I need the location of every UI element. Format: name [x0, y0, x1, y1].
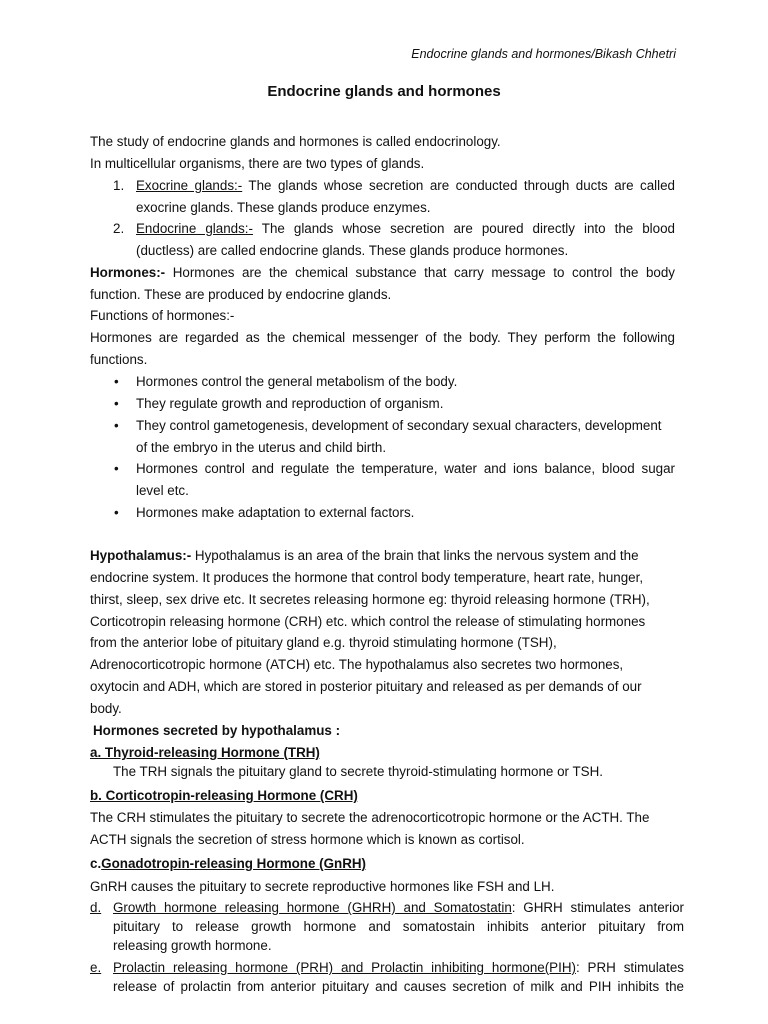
endocrine-line-2: (ductless) are called endocrine glands. These glands produce hormones.: [136, 243, 569, 258]
hormones-def-line-2: function. These are produced by endocrine glands.: [90, 287, 392, 302]
function-item-1: Hormones control the general metabolism of the body.: [136, 374, 458, 389]
trh-heading: a. Thyroid-releasing Hormone (TRH): [90, 745, 320, 760]
intro-line-1: The study of endocrine glands and hormones is called endocrinology.: [90, 134, 501, 149]
hypothalamus-line-5: from the anterior lobe of pituitary gland e.g. thyroid stimulating hormone (TSH),: [90, 635, 557, 650]
function-item-4a: Hormones control and regulate the temperature, water and ions balance, blood sugar: [136, 461, 675, 476]
function-item-2: They regulate growth and reproduction of organism.: [136, 396, 444, 411]
exocrine-line-2: exocrine glands. These glands produce enzymes.: [136, 200, 431, 215]
bullet-3: •: [114, 418, 119, 433]
intro-line-2: In multicellular organisms, there are two types of glands.: [90, 156, 425, 171]
gnrh-title: Gonadotropin-releasing Hormone (GnRH): [101, 856, 367, 871]
crh-heading: b. Corticotropin-releasing Hormone (CRH): [90, 788, 358, 803]
exocrine-line-1: [136, 177, 675, 195]
hormones-term: Hormones:-: [90, 265, 166, 280]
secreted-heading: Hormones secreted by hypothalamus :: [93, 723, 341, 738]
functions-line-1: Hormones are regarded as the chemical messenger of the body. They perform the following: [90, 330, 675, 345]
function-item-3b: of the embryo in the uterus and child birth.: [136, 440, 387, 455]
crh-text-1: The CRH stimulates the pituitary to secrete the adrenocorticotropic hormone or the ACTH. The: [90, 810, 650, 825]
crh-text-2: ACTH signals the secretion of stress hormone which is known as cortisol.: [90, 832, 525, 847]
gnrh-text: GnRH causes the pituitary to secrete reproductive hormones like FSH and LH.: [90, 879, 555, 894]
bullet-2: •: [114, 396, 119, 411]
function-item-3a: They control gametogenesis, development of secondary sexual characters, development: [136, 418, 662, 433]
ghrh-def: : GHRH stimulates anterior: [511, 900, 684, 915]
running-head: Endocrine glands and hormones/Bikash Chhetri: [411, 47, 676, 61]
function-item-5: Hormones make adaptation to external factors.: [136, 505, 415, 520]
endocrine-term: Endocrine glands:-: [136, 221, 253, 236]
hypothalamus-line-2: endocrine system. It produces the hormone that control body temperature, heart rate, hunger,: [90, 570, 644, 585]
ghrh-label: d.: [90, 900, 102, 915]
ghrh-line-3: releasing growth hormone.: [113, 938, 272, 953]
bullet-1: •: [114, 374, 119, 389]
prh-line-2: release of prolactin from anterior pituitary and causes secretion of milk and PIH inhibits the: [113, 979, 684, 994]
ghrh-term: Growth hormone releasing hormone (GHRH) and Somatostatin: [113, 900, 512, 915]
hypothalamus-term: Hypothalamus:-: [90, 548, 192, 563]
hormones-def-text: Hormones are the chemical substance that carry message to control the body: [172, 265, 675, 280]
prh-line-1: [113, 959, 684, 977]
trh-text: The TRH signals the pituitary gland to secrete thyroid-stimulating hormone or TSH.: [113, 764, 603, 779]
list-number-2: 2.: [113, 221, 125, 236]
bullet-5: •: [114, 505, 119, 520]
hypothalamus-line-1: [90, 547, 675, 565]
list-number-1: 1.: [113, 178, 125, 193]
prh-term: Prolactin releasing hormone (PRH) and Prolactin inhibiting hormone(PIH): [113, 960, 576, 975]
endocrine-def: The glands whose secretion are poured directly into the blood: [261, 221, 676, 236]
functions-line-2: functions.: [90, 352, 148, 367]
exocrine-term: Exocrine glands:-: [136, 178, 243, 193]
ghrh-line-1: [113, 899, 684, 917]
hormones-def-line-1: [90, 264, 675, 282]
functions-heading: Functions of hormones:-: [90, 308, 235, 323]
endocrine-line-1: [136, 220, 675, 238]
prh-def: : PRH stimulates: [575, 960, 684, 975]
hypothalamus-line-4: Corticotropin releasing hormone (CRH) etc. which control the release of stimulating hormones: [90, 614, 646, 629]
hypothalamus-line-3: thirst, sleep, sex drive etc. It secretes releasing hormone eg: thyroid releasing hormone (TRH),: [90, 592, 650, 607]
gnrh-heading: [90, 855, 675, 873]
hypothalamus-line-8: body.: [90, 701, 122, 716]
hypothalamus-line-6: Adrenocorticotropic hormone (ATCH) etc. The hypothalamus also secretes two hormones,: [90, 657, 624, 672]
gnrh-label: c.: [90, 856, 102, 871]
bullet-4: •: [114, 461, 119, 476]
hypothalamus-text: Hypothalamus is an area of the brain that links the nervous system and the: [191, 548, 639, 563]
function-item-4b: level etc.: [136, 483, 189, 498]
prh-label: e.: [90, 960, 102, 975]
hypothalamus-line-7: oxytocin and ADH, which are stored in posterior pituitary and released as per demands of our: [90, 679, 642, 694]
exocrine-def: The glands whose secretion are conducted through ducts are called: [248, 178, 675, 193]
document-title: Endocrine glands and hormones: [267, 83, 501, 100]
ghrh-line-2: pituitary to release growth hormone and somatostain inhibits anterior pituitary from: [113, 919, 684, 934]
